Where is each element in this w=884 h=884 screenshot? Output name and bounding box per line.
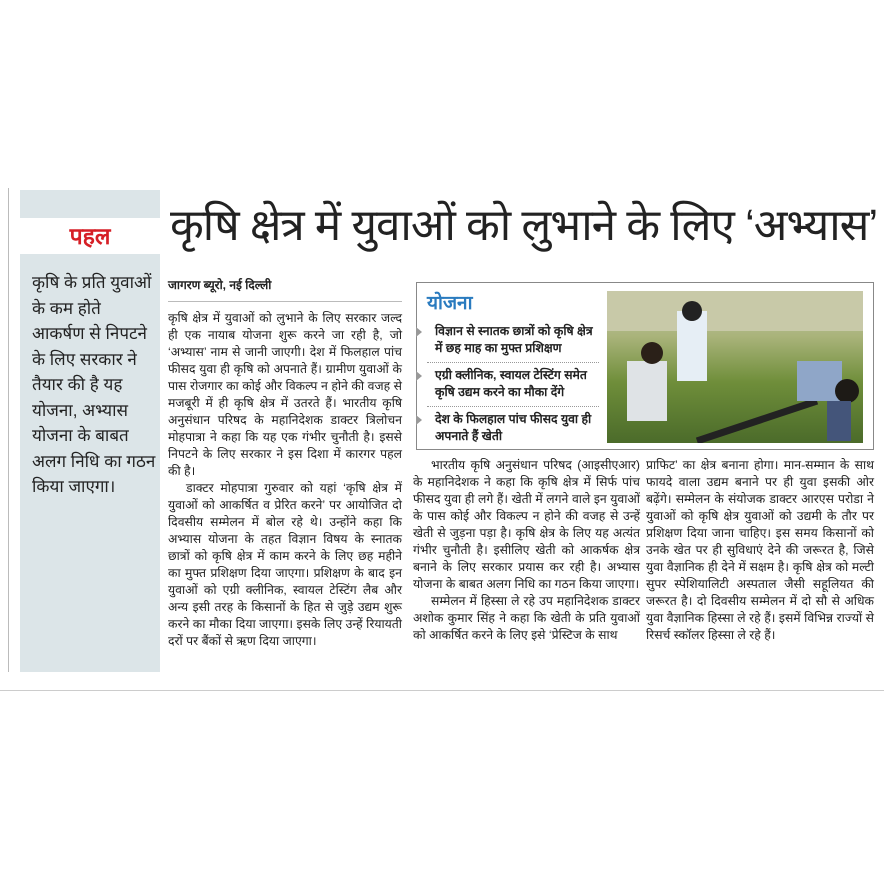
arrow-icon [416,371,422,381]
box-item-text: देश के फिलहाल पांच फीसद युवा ही अपनाते हैं खेती [435,412,592,443]
article-column-2 [413,457,640,644]
arrow-icon [416,327,422,337]
paragraph: प्राफिट’ का क्षेत्र बनाना होगा। मान-सम्मान के साथ फायदे वाला उद्यम बनाने पर ही युवा इसकी ओर बढ़ेंगे। सम्मेलन के संयोजक डाक्टर आरएस परोडा ने युवाओं को कृषि क्षेत्र युवाओं को उद्यमी के तौर पर प्रशिक्षण दिया जाना चाहिए। इस समय किसानों को उनके खेत पर ही सुविधाएं देने की जरूरत है, जिसे युवा वैज्ञानिक ही देने में सक्षम है। कृषि क्षेत्र को मल्टी सुपर स्पेशियालिटी अस्पताल जैसी सहूलियत की जरूरत है। दो दिवसीय सम्मेलन में दो सौ से अधिक युवा वैज्ञानिक हिस्सा ले रहे हैं। इसमें विभिन्न राज्यों से रिसर्च स्कॉलर हिस्सा ले रहे हैं। [646,458,874,642]
sidebar-box [20,190,160,672]
box-item [427,319,599,363]
box-item-text: एग्री क्लीनिक, स्वायल टेस्टिंग समेत कृषि उद्यम करने का मौका देंगे [435,368,587,399]
article-column-3 [646,457,874,644]
box-item [427,363,599,407]
arrow-icon [416,415,422,425]
yojana-box [416,282,874,450]
paragraph: भारतीय कृषि अनुसंधान परिषद (आइसीएआर) के महानिदेशक ने कहा कि कृषि क्षेत्र में सिर्फ पांच फीसद युवा ही लगे हैं। खेती में लगने वाले इन युवाओं के पास कोई और विकल्प न होने की वजह से उन्हें खेती से जुड़ना पड़ा है। कृषि क्षेत्र के लिए यह अत्यंत गंभीर चुनौती है। इसीलिए खेती को आकर्षक क्षेत्र बनाने के लिए सरकार प्रयास कर रही है। अभ्यास योजना के बाबत अलग निधि का गठन किया जाएगा। [413,458,640,591]
byline: जागरण ब्यूरो, नई दिल्ली [168,276,402,302]
paragraph: कृषि क्षेत्र में युवाओं को लुभाने के लिए सरकार जल्द ही एक नायाब योजना शुरू करने जा रही है, जो ‘अभ्यास’ नाम से जानी जाएगी। देश में फिलहाल पांच फीसद युवा ही कृषि को अपनाते हैं। ग्रामीण युवाओं के पास रोजगार का कोई और विकल्प न होने की वजह से मजबूरी में ही कृषि क्षेत्र में उतरते हैं। भारतीय कृषि अनुसंधान परिषद के महानिदेशक डाक्टर त्रिलोचन मोहपात्रा ने कहा कि यह एक गंभीर चुनौती है। इससे निपटने के लिए सरकार ने इस दिशा में कारगर पहल की है। [168,311,402,478]
divider [8,188,9,672]
sidebar-tag: पहल [20,218,160,254]
farm-workers-image [607,291,863,443]
paragraph: सम्मेलन में हिस्सा ले रहे उप महानिदेशक डाक्टर अशोक कुमार सिंह ने कहा कि खेती के प्रति युवाओं को आकर्षित करने के लिए इसे ‘प्रेस्टिज के साथ [413,594,640,642]
box-items [427,319,599,450]
farm-photo [607,291,863,443]
sidebar-text: कृषि के प्रति युवाओं के कम होते आकर्षण से निपटने के लिए सरकार ने तैयार की है यह योजना, अभ्यास योजना के बाबत अलग निधि का गठन किया जाएगा। [32,273,156,496]
headline: कृषि क्षेत्र में युवाओं को लुभाने के लिए ‘अभ्यास’ [170,201,878,250]
divider [0,690,884,691]
box-item [427,407,599,450]
article-column-1 [168,310,402,650]
box-item-text: विज्ञान से स्नातक छात्रों को कृषि क्षेत्र में छह माह का मुफ्त प्रशिक्षण [435,324,593,355]
paragraph: डाक्टर मोहपात्रा गुरुवार को यहां ‘कृषि क्षेत्र में युवाओं को आकर्षित व प्रेरित करने’ पर आयोजित दो दिवसीय सम्मेलन में बोल रहे थे। उन्होंने कहा कि अभ्यास योजना के तहत विज्ञान विषय के स्नातक छात्रों को कृषि क्षेत्र में काम करने के लिए छह महीने का मुफ्त प्रशिक्षण दिया जाएगा। प्रशिक्षण के बाद इन युवाओं को एग्री क्लीनिक, स्वायल टेस्टिंग लैब और अन्य इसी तरह के किसानों के हित से जुड़े उद्यम शुरू करने का मौका दिया जाएगा। इसके लिए उन्हें रियायती दरों पर बैंकों से ऋण दिया जाएगा। [168,481,402,648]
box-title: योजना [427,293,473,314]
